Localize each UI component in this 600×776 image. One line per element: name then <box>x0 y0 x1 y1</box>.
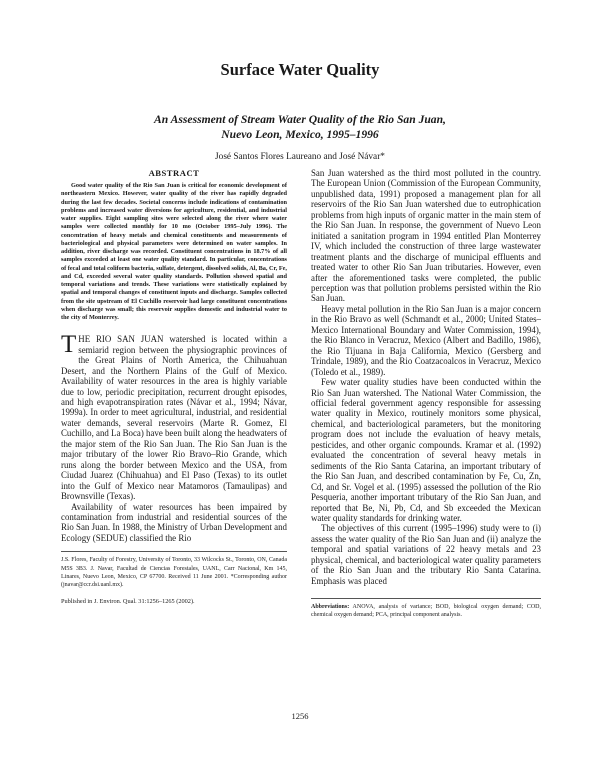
section-title: Surface Water Quality <box>220 60 380 79</box>
page-number: 1256 <box>291 711 309 721</box>
paper-title-line-2: Nuevo Leon, Mexico, 1995–1996 <box>221 128 379 141</box>
intro-smallcaps: HE RIO SAN JUAN <box>78 334 164 345</box>
footnote-divider <box>61 551 287 552</box>
intro-paragraph-2: Availability of water resources has been impaired by contamination from industrial and residential sources of the Rio San Juan. In 1988, the Ministry of Urban Development and Ecology (SEDUE) classified the Rio <box>61 501 287 543</box>
publication-note: Published in J. Environ. Qual. 31:1256–1265 (2002). <box>61 597 195 605</box>
intro-paragraph-1-text: watershed is located within a semiarid region between the physiographic provinces of the Great Plains of North America, the Chihuahuan Desert, and the Northern Plains of the Gulf of Mexico. Availability of water resources in the area is highly variable due to low, periodic precipitation, recurrent drought episodes, and high evapotranspiration rates (Návar et al., 1994; Návar, 1999a). In order to meet agricultural, industrial, and residential water demands, several reservoirs (Marte R. Gomez, El Cuchillo, and La Boca) have been built along the headwaters of the major stem of the Rio San Juan. The Rio San Juan is the major tributary of the lower Rio Bravo–Rio Grande, which runs along the border between Mexico and the USA, from Ciudad Juarez (Chihuahua) and El Paso (Texas) to its outlet into the Gulf of Mexico near Matamoros (Tamaulipas) and Brownsville (Texas). <box>61 334 287 502</box>
author-footnote: J.S. Flores, Faculty of Forestry, University of Toronto, 33 Wilcocks St., Toronto, ON, Canada M5S 3B3. J. Navar, Facultad de Ciencias Forestales, UANL, Carr Nacional, Km 145, Linares, Nuevo Leon, Mexico, CP 67700. Received 11 June 2001. *Corresponding author (jnavar@ccr.dsi.uanl.mx). <box>61 557 287 589</box>
paper-title-line-1: An Assessment of Stream Water Quality of the Rio San Juan, <box>154 113 446 126</box>
right-column <box>311 168 541 619</box>
paper-title <box>0 112 600 142</box>
abbreviations-text: ANOVA, analysis of variance; BOD, biological oxygen demand; COD, chemical oxygen demand; PCA, principal component analysis. <box>311 604 541 619</box>
abstract-heading: ABSTRACT <box>148 168 200 178</box>
intro-paragraph-1 <box>61 331 287 502</box>
drop-cap: T <box>61 331 77 359</box>
abbreviations-label: Abbreviations: <box>311 604 350 611</box>
right-paragraph-3: Few water quality studies have been conducted within the Rio San Juan watershed. The National Water Commission, the official federal government agency responsible for assessing water quality in Mexico, routinely monitors some physical, chemical, and bacteriological parameters, but the monitoring program does not include the evaluation of heavy metals, pesticides, and other organic compounds. Kramar et al. (1992) evaluated the concentration of several heavy metals in sediments of the Rio Santa Catarina, an important tributary of the Rio San Juan, and described contamination by Fe, Cu, Zn, Cd, and Sr. Vogel et al. (1995) assessed the pollution of the Rio Pesqueria, another important tributary of the Rio San Juan, and reported that Be, Ni, Pb, Cd, and Sb exceeded the Mexican water quality standards for drinking water. <box>311 377 541 523</box>
authors: José Santos Flores Laureano and José Návar* <box>215 152 385 162</box>
abbreviations-divider <box>311 598 541 599</box>
right-paragraph-4: The objectives of this current (1995–1996) study were to (i) assess the water quality of the Rio San Juan and (ii) analyze the temporal and spatial variations of 22 heavy metals and 23 physical, chemical, and bacteriological water quality parameters of the Rio San Juan and the tributary Rio Santa Catarina. Emphasis was placed <box>311 523 541 586</box>
left-column <box>61 168 287 605</box>
abbreviations <box>311 603 541 619</box>
right-paragraph-2: Heavy metal pollution in the Rio San Juan is a major concern in the Rio Bravo as well (Schmandt et al., 2000; United States–Mexico International Boundary and Water Commission, 1994), the Rio Blanco in Veracruz, Mexico (Albert and Badillo, 1986), the Rio Tijuana in Baja California, Mexico (Gersberg and Trindale, 1989), and the Rio Coatzacoalcos in Veracruz, Mexico (Toledo et al., 1989). <box>311 303 541 377</box>
abstract-text: Good water quality of the Rio San Juan is critical for economic development of northeastern Mexico. However, water quality of the river has rapidly degraded during the last few decades. Societal concerns include indications of contamination problems and increased water diversions for agriculture, residential, and industrial water supplies. Eight sampling sites were selected along the river where water samples were collected monthly for 10 mo (October 1995–July 1996). The concentration of heavy metals and chemical constituents and measurements of bacteriological and physical parameters were determined on water samples. In addition, river discharge was recorded. Constituent concentrations in 18.7% of all samples exceeded at least one water quality standard. In particular, concentrations of fecal and total coliform bacteria, sulfate, detergent, dissolved solids, Al, Ba, Cr, Fe, and Cd, exceeded several water quality standards. Pollution showed spatial and temporal variations and trends. These variations were statistically explained by spatial and temporal changes of constituent inputs and discharge. Samples collected from the site upstream of El Cuchillo reservoir had large constituent concentrations when discharge was small; this reservoir supplies domestic and industrial water to the city of Monterrey. <box>61 182 287 321</box>
right-paragraph-1: San Juan watershed as the third most polluted in the country. The European Union (Commission of the European Community, unpublished data, 1991) proposed a management plan for all reservoirs of the Rio San Juan watershed due to eutrophication problems from high inputs of organic matter in the main stem of the Rio San Juan. In response, the government of Nuevo Leon initiated a sanitation program in 1994 entitled Plan Monterrey IV, which included the construction of three large wastewater treatment plants and the discharge of municipal effluents and treated water to other Rio San Juan tributaries. However, even after the aforementioned tasks were completed, the public perception was that pollution problems persisted within the Rio San Juan. <box>311 168 541 304</box>
